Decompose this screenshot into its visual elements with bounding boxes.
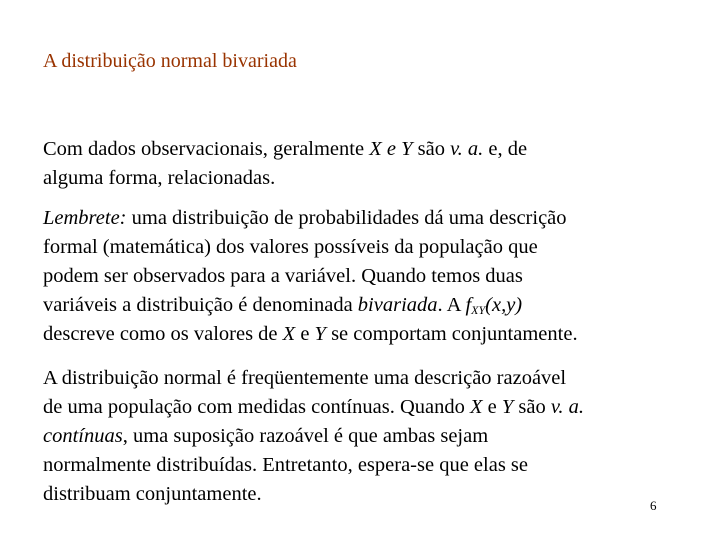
paragraph-normal (43, 364, 703, 509)
paragraph-line: normalmente distribuídas. Entretanto, espera-se que elas se (43, 454, 529, 476)
paragraph-lembrete (43, 204, 703, 349)
paragraph-line: alguma forma, relacionadas. (43, 167, 276, 189)
page-number: 6 (650, 498, 657, 513)
paragraph-line: A distribuição normal é freqüentemente uma descrição razoável (43, 367, 567, 389)
paragraph-line: Com dados observacionais, geralmente X e Y são v. a. e, de (43, 138, 528, 160)
paragraph-line: formal (matemática) dos valores possíveis da população que (43, 236, 538, 258)
paragraph-line: contínuas, uma suposição razoável é que ambas sejam (43, 425, 489, 447)
paragraph-line: variáveis a distribuição é denominada bivariada. A $f_{XY}(x,y)$ (43, 294, 523, 317)
paragraph-line: de uma população com medidas contínuas. Quando X e Y são v. a. (43, 396, 585, 418)
slide-title: A distribuição normal bivariada (43, 50, 297, 72)
paragraph-line: descreve como os valores de X e Y se comportam conjuntamente. (43, 323, 578, 345)
paragraph-line: Lembrete: uma distribuição de probabilidades dá uma descrição (43, 207, 567, 229)
paragraph-line: distribuam conjuntamente. (43, 483, 262, 505)
paragraph-line: podem ser observados para a variável. Quando temos duas (43, 265, 523, 287)
paragraph-intro (43, 135, 703, 193)
